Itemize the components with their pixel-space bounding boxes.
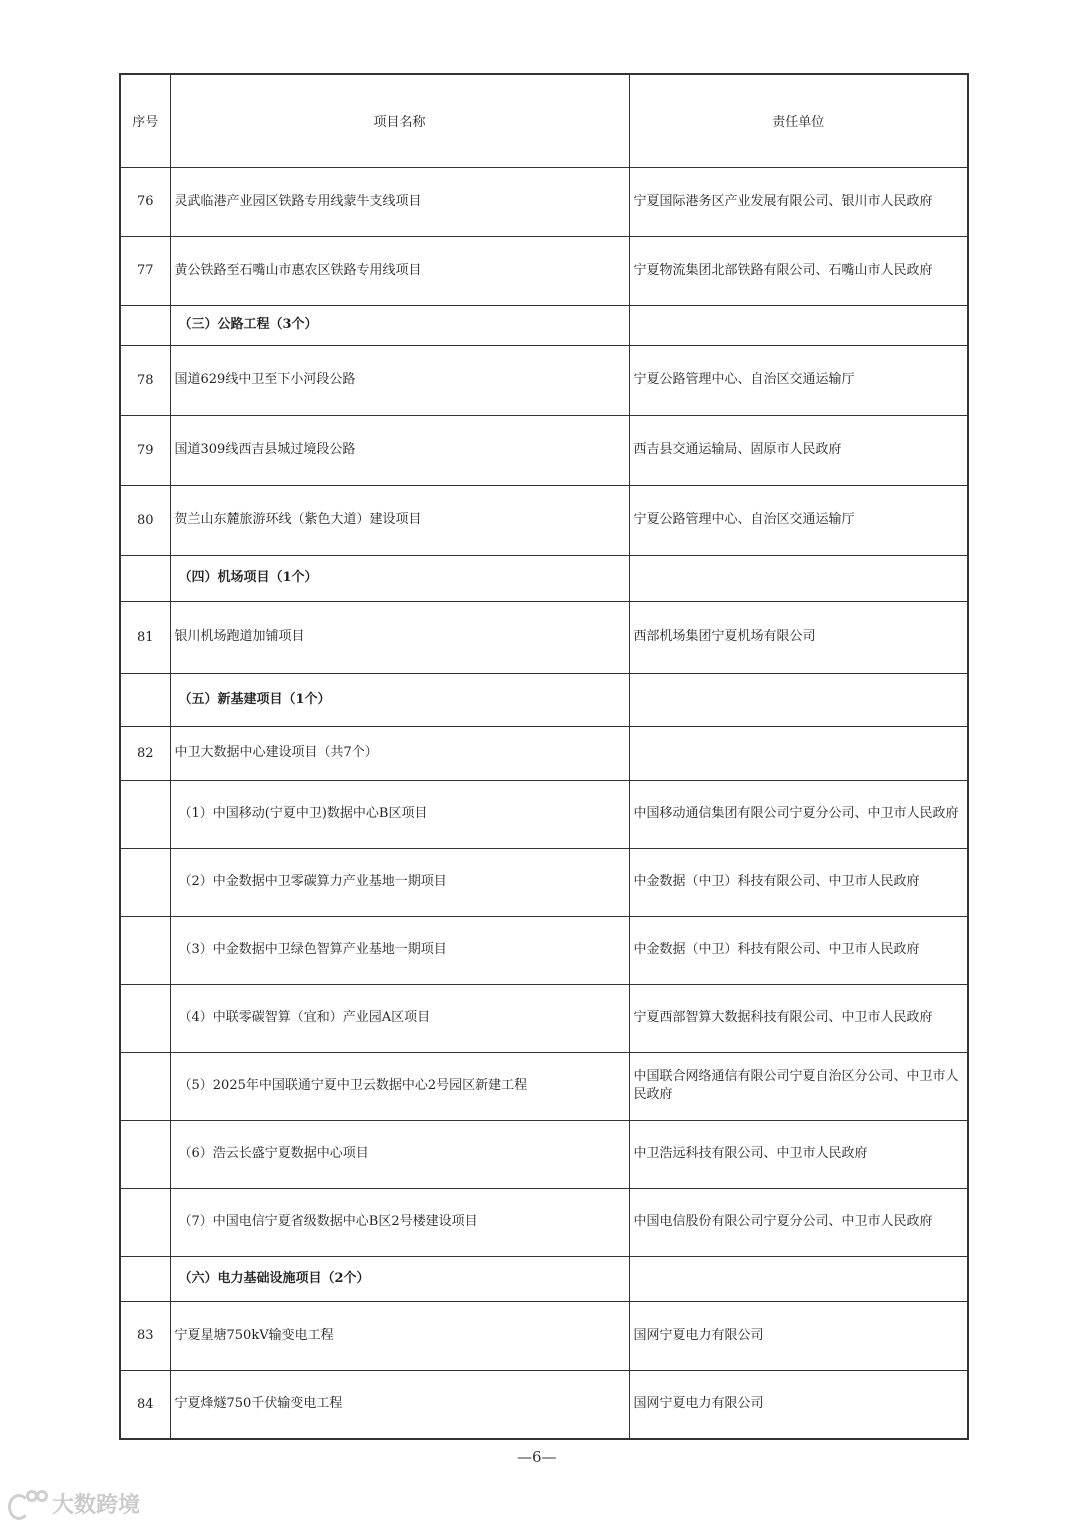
section-row	[120, 305, 968, 345]
project-name: 中卫大数据中心建设项目（共7个）	[170, 726, 629, 780]
table-row	[120, 984, 968, 1052]
project-name: 银川机场跑道加铺项目	[170, 601, 629, 673]
responsible-unit: 宁夏西部智算大数据科技有限公司、中卫市人民政府	[629, 984, 968, 1052]
project-name: （六）电力基础设施项目（2个）	[170, 1256, 629, 1301]
project-name: 宁夏星塘750kV输变电工程	[170, 1301, 629, 1370]
responsible-unit: 中金数据（中卫）科技有限公司、中卫市人民政府	[629, 848, 968, 916]
responsible-unit	[629, 1256, 968, 1301]
project-name: （1）中国移动(宁夏中卫)数据中心B区项目	[170, 780, 629, 848]
project-name: 国道309线西吉县城过境段公路	[170, 415, 629, 485]
responsible-unit	[629, 673, 968, 726]
row-number	[120, 1188, 170, 1256]
responsible-unit	[629, 726, 968, 780]
row-number: 79	[120, 415, 170, 485]
project-name: （五）新基建项目（1个）	[170, 673, 629, 726]
watermark-text: 大数跨境	[52, 1493, 141, 1518]
row-number	[120, 305, 170, 345]
brand-logo-icon	[8, 1490, 48, 1518]
section-row	[120, 673, 968, 726]
table-row	[120, 726, 968, 780]
project-name: 黄公铁路至石嘴山市惠农区铁路专用线项目	[170, 236, 629, 305]
row-number	[120, 673, 170, 726]
responsible-unit: 宁夏公路管理中心、自治区交通运输厅	[629, 485, 968, 555]
row-number	[120, 780, 170, 848]
page-number: —6—	[517, 1448, 557, 1466]
project-name: （四）机场项目（1个）	[170, 555, 629, 601]
row-number: 76	[120, 167, 170, 236]
responsible-unit: 国网宁夏电力有限公司	[629, 1370, 968, 1439]
project-name: 宁夏烽燧750千伏输变电工程	[170, 1370, 629, 1439]
responsible-unit: 西部机场集团宁夏机场有限公司	[629, 601, 968, 673]
table-row	[120, 167, 968, 236]
header-seq: 序号	[120, 74, 170, 167]
table-row	[120, 415, 968, 485]
table-row	[120, 780, 968, 848]
watermark	[8, 1488, 140, 1519]
header-responsible-unit: 责任单位	[629, 74, 968, 167]
row-number: 84	[120, 1370, 170, 1439]
responsible-unit: 西吉县交通运输局、固原市人民政府	[629, 415, 968, 485]
table-row	[120, 916, 968, 984]
project-name: （2）中金数据中卫零碳算力产业基地一期项目	[170, 848, 629, 916]
row-number: 78	[120, 345, 170, 415]
project-name: （4）中联零碳智算（宜和）产业园A区项目	[170, 984, 629, 1052]
table-row	[120, 345, 968, 415]
table-row	[120, 1120, 968, 1188]
project-name: （5）2025年中国联通宁夏中卫云数据中心2号园区新建工程	[170, 1052, 629, 1120]
responsible-unit: 中国联合网络通信有限公司宁夏自治区分公司、中卫市人民政府	[629, 1052, 968, 1120]
row-number	[120, 984, 170, 1052]
row-number: 81	[120, 601, 170, 673]
row-number	[120, 916, 170, 984]
table-row	[120, 1052, 968, 1120]
table-row	[120, 848, 968, 916]
row-number	[120, 1256, 170, 1301]
table-row	[120, 1188, 968, 1256]
section-row	[120, 1256, 968, 1301]
table-row	[120, 1301, 968, 1370]
section-row	[120, 555, 968, 601]
project-name: （三）公路工程（3个）	[170, 305, 629, 345]
row-number: 80	[120, 485, 170, 555]
row-number	[120, 1120, 170, 1188]
project-name: （3）中金数据中卫绿色智算产业基地一期项目	[170, 916, 629, 984]
responsible-unit: 中国电信股份有限公司宁夏分公司、中卫市人民政府	[629, 1188, 968, 1256]
project-name: （6）浩云长盛宁夏数据中心项目	[170, 1120, 629, 1188]
project-name: 国道629线中卫至下小河段公路	[170, 345, 629, 415]
responsible-unit: 中卫浩远科技有限公司、中卫市人民政府	[629, 1120, 968, 1188]
responsible-unit: 中国移动通信集团有限公司宁夏分公司、中卫市人民政府	[629, 780, 968, 848]
responsible-unit: 国网宁夏电力有限公司	[629, 1301, 968, 1370]
header-project-name: 项目名称	[170, 74, 629, 167]
responsible-unit: 宁夏物流集团北部铁路有限公司、石嘴山市人民政府	[629, 236, 968, 305]
projects-table	[119, 73, 969, 1440]
table-row	[120, 485, 968, 555]
table-row	[120, 601, 968, 673]
project-name: （7）中国电信宁夏省级数据中心B区2号楼建设项目	[170, 1188, 629, 1256]
responsible-unit	[629, 555, 968, 601]
project-name: 贺兰山东麓旅游环线（紫色大道）建设项目	[170, 485, 629, 555]
responsible-unit	[629, 305, 968, 345]
responsible-unit: 宁夏国际港务区产业发展有限公司、银川市人民政府	[629, 167, 968, 236]
row-number: 82	[120, 726, 170, 780]
row-number	[120, 848, 170, 916]
row-number	[120, 1052, 170, 1120]
row-number: 77	[120, 236, 170, 305]
table-header-row	[120, 74, 968, 167]
row-number	[120, 555, 170, 601]
table-row	[120, 1370, 968, 1439]
row-number: 83	[120, 1301, 170, 1370]
table-row	[120, 236, 968, 305]
responsible-unit: 中金数据（中卫）科技有限公司、中卫市人民政府	[629, 916, 968, 984]
responsible-unit: 宁夏公路管理中心、自治区交通运输厅	[629, 345, 968, 415]
project-name: 灵武临港产业园区铁路专用线蒙牛支线项目	[170, 167, 629, 236]
